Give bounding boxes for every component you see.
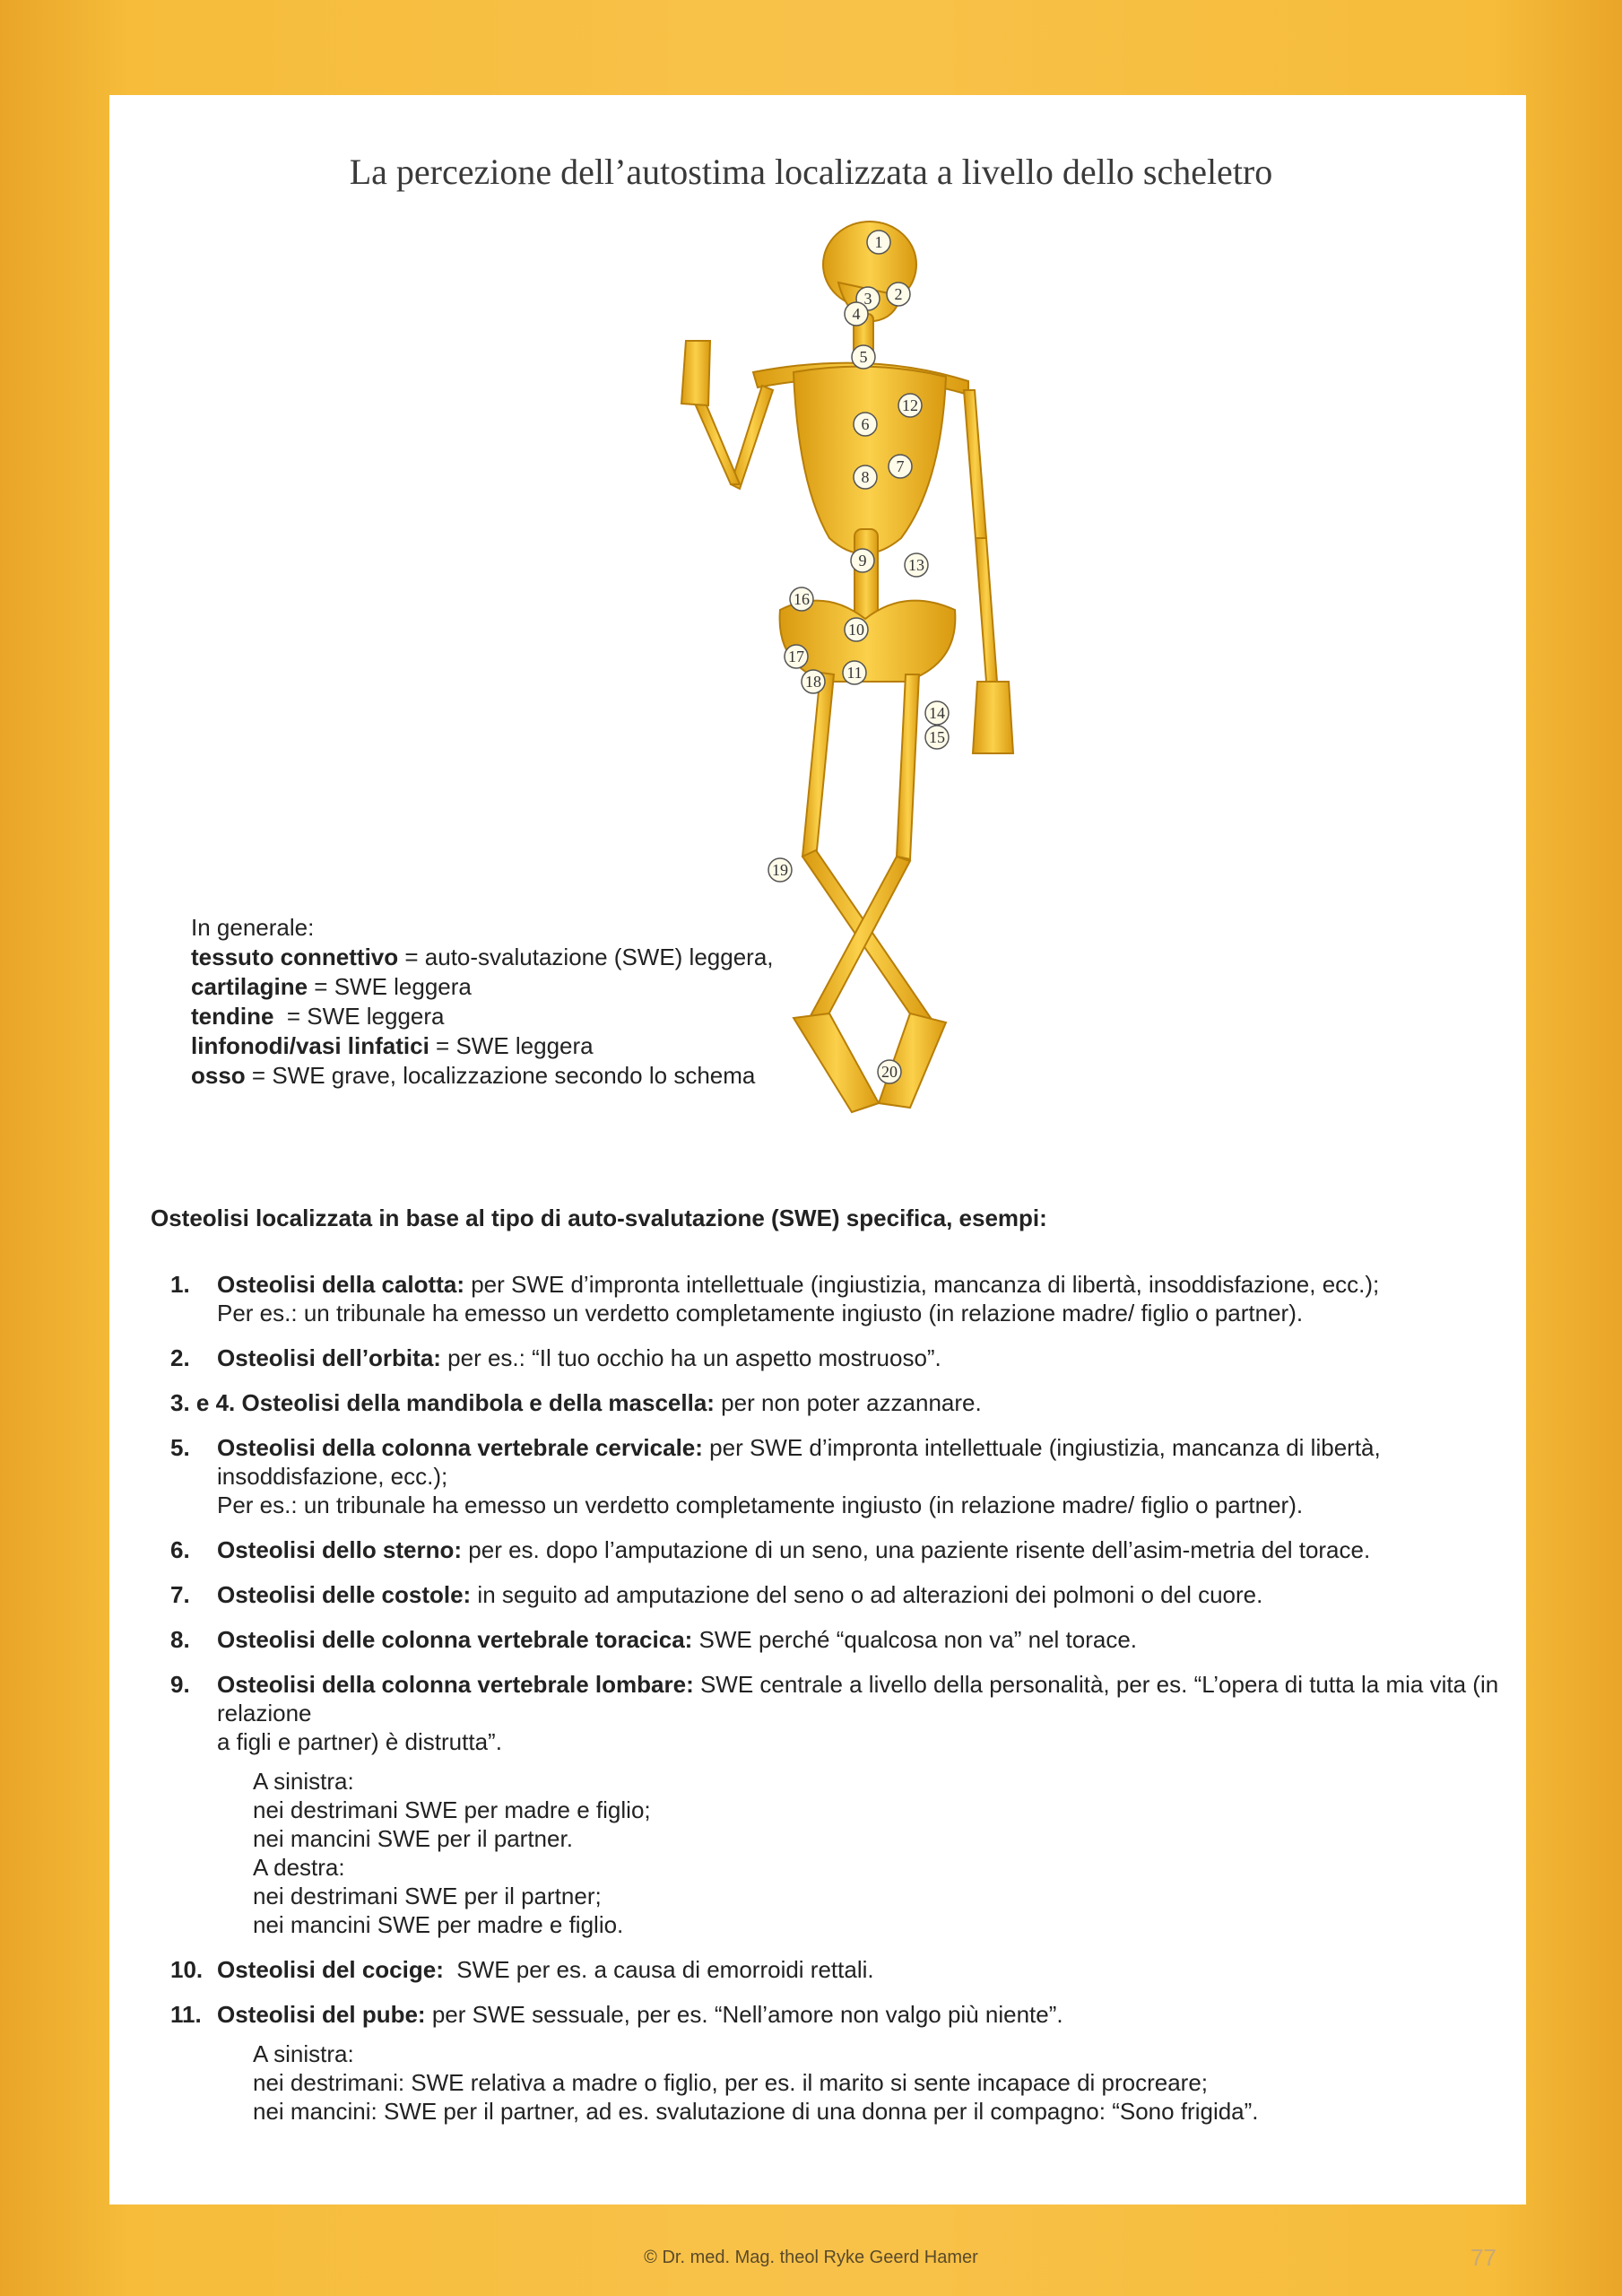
general-title: In generale: <box>191 914 315 941</box>
label-17: 17 <box>788 648 804 665</box>
label-6: 6 <box>861 415 870 433</box>
general-row: tendine = SWE leggera <box>191 1003 445 1030</box>
sub-notes: A sinistra: nei destrimani SWE per madre e figlio; nei mancini SWE per il partner. A destra: nei destrimani SWE per il partner; nei mancini SWE per madre e figlio. <box>253 1768 651 1938</box>
label-8: 8 <box>861 468 870 486</box>
label-10: 10 <box>848 621 864 639</box>
general-legend <box>191 913 819 1091</box>
label-4: 4 <box>852 305 861 323</box>
label-7: 7 <box>896 457 905 475</box>
page-number: 77 <box>1470 2244 1496 2271</box>
list-item: 9. Osteolisi della colonna vertebrale lombare: SWE centrale a livello della personalità, per es. “L’opera di tutta la mia vita (in relazione a figli e partner) è distrutta”. A sinistra: nei destrimani SWE per madre e figlio; nei mancini SWE per il partner. A destra: nei destrimani SWE per il partner; nei mancini SWE per madre e figlio. <box>170 1670 1533 1939</box>
label-12: 12 <box>902 396 918 414</box>
label-11: 11 <box>846 664 863 682</box>
label-2: 2 <box>894 285 903 303</box>
list-item: 6. Osteolisi dello sterno: per es. dopo l’amputazione di un seno, una paziente risente dell’asim-metria del torace. <box>170 1536 1371 1563</box>
general-row: linfonodi/vasi linfatici = SWE leggera <box>191 1032 594 1059</box>
label-1: 1 <box>874 233 883 251</box>
label-15: 15 <box>929 728 945 746</box>
general-row: tessuto connettivo = auto-svalutazione (SWE) leggera, <box>191 944 774 970</box>
list-item: 2. Osteolisi dell’orbita: per es.: “Il tuo occhio ha un aspetto mostruoso”. <box>170 1344 941 1371</box>
label-13: 13 <box>908 556 924 574</box>
list-item: 1. Osteolisi della calotta: per SWE d’impronta intellettuale (ingiustizia, mancanza di libertà, insoddisfazione, ecc.); Per es.: un tribunale ha emesso un verdetto completamente ingiusto (in relazione madre/ figlio o partner). <box>170 1271 1380 1326</box>
label-14: 14 <box>929 704 945 722</box>
page-title: La percezione dell’autostima localizzata a livello dello scheletro <box>349 152 1273 192</box>
list-item: 11. Osteolisi del pube: per SWE sessuale, per es. “Nell’amore non valgo più niente”. A sinistra: nei destrimani: SWE relativa a madre o figlio, per es. il marito si sente incapace di procreare; nei mancini: SWE per il partner, ad es. svalutazione di una donna per il compagno: “Sono frigida”. <box>170 2000 1533 2126</box>
general-row: cartilagine = SWE leggera <box>191 973 472 1000</box>
label-9: 9 <box>858 552 867 570</box>
sub-notes: A sinistra: nei destrimani: SWE relativa a madre o figlio, per es. il marito si sente incapace di procreare; nei mancini: SWE per il partner, ad es. svalutazione di una donna per il compagno: “Sono frigida”. <box>253 2040 1259 2125</box>
label-3: 3 <box>863 290 872 308</box>
label-20: 20 <box>881 1063 898 1081</box>
osteolysis-list <box>170 1270 1533 2142</box>
list-item: 7. Osteolisi delle costole: in seguito ad amputazione del seno o ad alterazioni dei polmoni o del cuore. <box>170 1581 1263 1608</box>
label-5: 5 <box>859 348 868 366</box>
label-19: 19 <box>772 861 788 879</box>
label-18: 18 <box>805 673 821 691</box>
copyright-footer: © Dr. med. Mag. theol Ryke Geerd Hamer <box>644 2248 978 2267</box>
section-heading: Osteolisi localizzata in base al tipo di auto-svalutazione (SWE) specifica, esempi: <box>151 1205 1047 1231</box>
label-16: 16 <box>794 590 810 608</box>
list-item: 8. Osteolisi delle colonna vertebrale toracica: SWE perché “qualcosa non va” nel torace. <box>170 1626 1138 1653</box>
general-row: osso = SWE grave, localizzazione secondo lo schema <box>191 1062 756 1089</box>
list-item: 3. e 4. Osteolisi della mandibola e della mascella: per non poter azzannare. <box>170 1389 982 1416</box>
list-item: 10. Osteolisi del cocige: SWE per es. a causa di emorroidi rettali. <box>170 1956 874 1983</box>
list-item: 5. Osteolisi della colonna vertebrale cervicale: per SWE d’impronta intellettuale (ingiustizia, mancanza di libertà, insoddisfazione, ecc.); Per es.: un tribunale ha emesso un verdetto completamente ingiusto (in relazione madre/ figlio o partner). <box>170 1434 1381 1518</box>
